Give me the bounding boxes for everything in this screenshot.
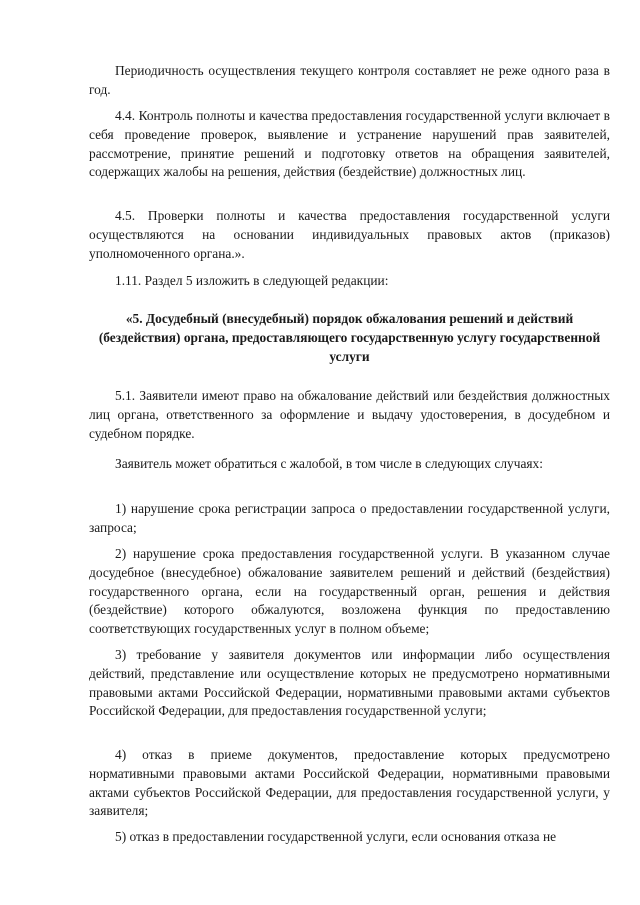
list-item-2: 2) нарушение срока предоставления государственной услуги. В указанном случае досудебное (внесудебное) обжалование заявителем решений и действий (бездействия) государственного органа, если на государственный орган, решения и действия (бездействие) которого обжалуются, возложена функция по предоставлению соответствующих государственных услуг в полном объеме; [89, 546, 610, 637]
list-item-3: 3) требование у заявителя документов или информации либо осуществления действий, представление или осуществление которых не предусмотрено нормативными правовыми актами Российской Федерации, нормативными правовыми актами субъектов Российской Федерации, для предоставления государственной услуги; [89, 647, 610, 719]
paragraph-1-11: 1.11. Раздел 5 изложить в следующей редакции: [115, 273, 389, 288]
paragraph-periodicity: Периодичность осуществления текущего контроля составляет не реже одного раза в год. [89, 63, 610, 97]
list-item-4: 4) отказ в приеме документов, предоставление которых предусмотрено нормативными правовыми актами Российской Федерации, нормативными правовыми актами субъектов Российской Федерации, для предоставления государственной услуги, у заявителя; [89, 747, 610, 819]
section-heading: «5. Досудебный (внесудебный) порядок обжалования решений и действий (бездействия) органа, предоставляющего государственную услугу государственной услуги [98, 311, 601, 364]
paragraph-4-5: 4.5. Проверки полноты и качества предоставления государственной услуги осуществляются на основании индивидуальных правовых актов (приказов) уполномоченного органа.». [89, 208, 610, 261]
paragraph-5-1: 5.1. Заявители имеют право на обжалование действий или бездействия должностных лиц органа, ответственного за оформление и выдачу удостоверения, в досудебном и судебном порядке. [89, 388, 610, 441]
paragraph-4-4: 4.4. Контроль полноты и качества предоставления государственной услуги включает в себя проведение проверок, выявление и устранение нарушений прав заявителей, рассмотрение, принятие решений и подготовку ответов на обращения заявителей, содержащих жалобы на решения, действия (бездействие) должностных лиц. [89, 108, 610, 180]
list-item-5: 5) отказ в предоставлении государственной услуги, если основания отказа не [115, 829, 557, 844]
list-item-1: 1) нарушение срока регистрации запроса о предоставлении государственной услуги, запроса; [89, 501, 610, 535]
paragraph-cases-intro: Заявитель может обратиться с жалобой, в том числе в следующих случаях: [115, 456, 543, 471]
